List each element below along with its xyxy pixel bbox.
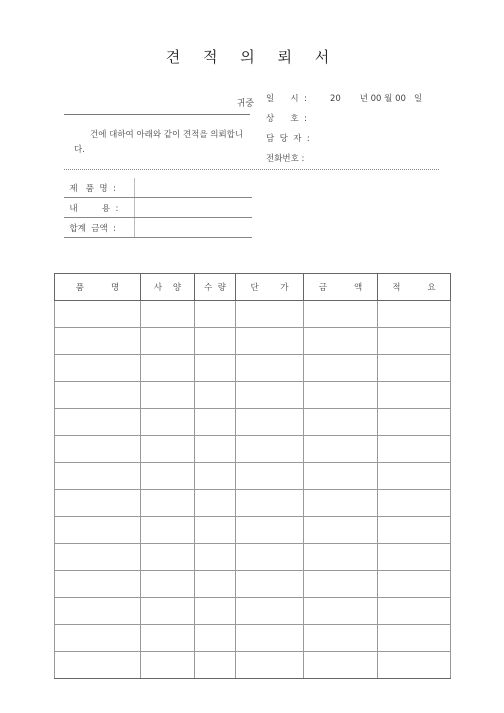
table-row [55,301,451,328]
unit-price-cell[interactable] [236,382,304,409]
quantity-cell[interactable] [195,301,236,328]
item-name-cell[interactable] [55,571,141,598]
table-row [55,355,451,382]
remarks-cell[interactable] [378,382,451,409]
total-amount-row [64,218,252,238]
quantity-cell[interactable] [195,355,236,382]
item-name-cell[interactable] [55,409,141,436]
unit-price-cell[interactable] [236,301,304,328]
remarks-cell[interactable] [378,544,451,571]
amount-cell[interactable] [304,490,378,517]
content-label: 내 용 : [64,203,119,214]
table-row [55,652,451,679]
spec-cell[interactable] [141,436,195,463]
item-name-cell[interactable] [55,301,141,328]
item-name-cell[interactable] [55,625,141,652]
header-spec: 사 양 [141,274,195,301]
spec-cell[interactable] [141,301,195,328]
spec-cell[interactable] [141,544,195,571]
header-unit-price: 단 가 [236,274,304,301]
item-name-cell[interactable] [55,463,141,490]
remarks-cell[interactable] [378,463,451,490]
remarks-cell[interactable] [378,571,451,598]
info-label: 일 시 : [266,94,307,104]
product-name-field[interactable] [134,178,252,197]
product-name-label: 제 품 명 : [64,183,116,194]
content-field[interactable] [134,198,252,217]
unit-price-cell[interactable] [236,652,304,679]
total-amount-label: 합계 금액 : [64,223,116,234]
info-row-manager [266,132,422,152]
amount-cell[interactable] [304,436,378,463]
header-quantity: 수 량 [195,274,236,301]
header-remarks: 적 요 [378,274,451,301]
spec-cell[interactable] [141,328,195,355]
header-amount: 금 액 [304,274,378,301]
unit-price-cell[interactable] [236,409,304,436]
amount-cell[interactable] [304,328,378,355]
item-name-cell[interactable] [55,382,141,409]
spec-cell[interactable] [141,463,195,490]
amount-cell[interactable] [304,517,378,544]
table-row [55,517,451,544]
amount-cell[interactable] [304,463,378,490]
amount-cell[interactable] [304,652,378,679]
item-name-cell[interactable] [55,517,141,544]
amount-cell[interactable] [304,571,378,598]
quantity-cell[interactable] [195,544,236,571]
table-row [55,598,451,625]
table-row [55,544,451,571]
unit-price-cell[interactable] [236,598,304,625]
item-name-cell[interactable] [55,598,141,625]
info-label: 담 당 자 : [266,134,310,144]
spec-cell[interactable] [141,517,195,544]
spec-cell[interactable] [141,409,195,436]
content-row [64,198,252,218]
unit-price-cell[interactable] [236,355,304,382]
item-name-cell[interactable] [55,652,141,679]
spec-cell[interactable] [141,490,195,517]
remarks-cell[interactable] [378,598,451,625]
dotted-divider [64,169,439,170]
quantity-cell[interactable] [195,517,236,544]
remarks-cell[interactable] [378,517,451,544]
items-table [54,273,451,679]
unit-price-cell[interactable] [236,571,304,598]
spec-cell[interactable] [141,625,195,652]
product-name-row [64,178,252,198]
header-item-name: 품 명 [55,274,141,301]
table-row [55,328,451,355]
spec-cell[interactable] [141,382,195,409]
unit-price-cell[interactable] [236,490,304,517]
remarks-cell[interactable] [378,355,451,382]
table-row [55,571,451,598]
unit-price-cell[interactable] [236,436,304,463]
amount-cell[interactable] [304,625,378,652]
quantity-cell[interactable] [195,490,236,517]
remarks-cell[interactable] [378,652,451,679]
table-row [55,409,451,436]
remarks-cell[interactable] [378,490,451,517]
recipient-label: 귀중 [236,99,254,109]
amount-cell[interactable] [304,409,378,436]
spec-cell[interactable] [141,571,195,598]
unit-price-cell[interactable] [236,517,304,544]
amount-cell[interactable] [304,382,378,409]
amount-cell[interactable] [304,301,378,328]
info-label: 상 호 : [266,114,307,124]
quantity-cell[interactable] [195,382,236,409]
amount-cell[interactable] [304,544,378,571]
amount-cell[interactable] [304,598,378,625]
table-body [55,301,451,679]
quantity-cell[interactable] [195,463,236,490]
remarks-cell[interactable] [378,301,451,328]
quantity-cell[interactable] [195,598,236,625]
document-title: 견 적 의 뢰 서 [165,48,339,66]
item-name-cell[interactable] [55,355,141,382]
recipient-line [64,114,250,115]
spec-cell[interactable] [141,355,195,382]
quantity-cell[interactable] [195,328,236,355]
item-name-cell[interactable] [55,328,141,355]
remarks-cell[interactable] [378,436,451,463]
spec-cell[interactable] [141,652,195,679]
unit-price-cell[interactable] [236,625,304,652]
product-summary [64,178,252,238]
remarks-cell[interactable] [378,625,451,652]
table-row [55,436,451,463]
item-name-cell[interactable] [55,490,141,517]
table-row [55,382,451,409]
table-row [55,625,451,652]
quantity-cell[interactable] [195,571,236,598]
remarks-cell[interactable] [378,409,451,436]
unit-price-cell[interactable] [236,463,304,490]
quantity-cell[interactable] [195,652,236,679]
requester-info [266,92,422,172]
table-header-row [55,274,451,301]
info-value[interactable]: 20 년 00 월 00 일 [330,94,423,104]
table-row [55,490,451,517]
item-name-cell[interactable] [55,544,141,571]
info-row-date [266,92,422,112]
spec-cell[interactable] [141,598,195,625]
unit-price-cell[interactable] [236,328,304,355]
table-row [55,463,451,490]
info-label: 전화번호 : [266,154,305,164]
total-amount-field[interactable] [134,218,252,237]
quantity-cell[interactable] [195,436,236,463]
info-row-company [266,112,422,132]
item-name-cell[interactable] [55,436,141,463]
request-text: 건에 대하여 아래와 같이 견적을 의뢰합니다. [74,130,244,155]
quantity-cell[interactable] [195,409,236,436]
remarks-cell[interactable] [378,328,451,355]
unit-price-cell[interactable] [236,544,304,571]
quantity-cell[interactable] [195,625,236,652]
amount-cell[interactable] [304,355,378,382]
